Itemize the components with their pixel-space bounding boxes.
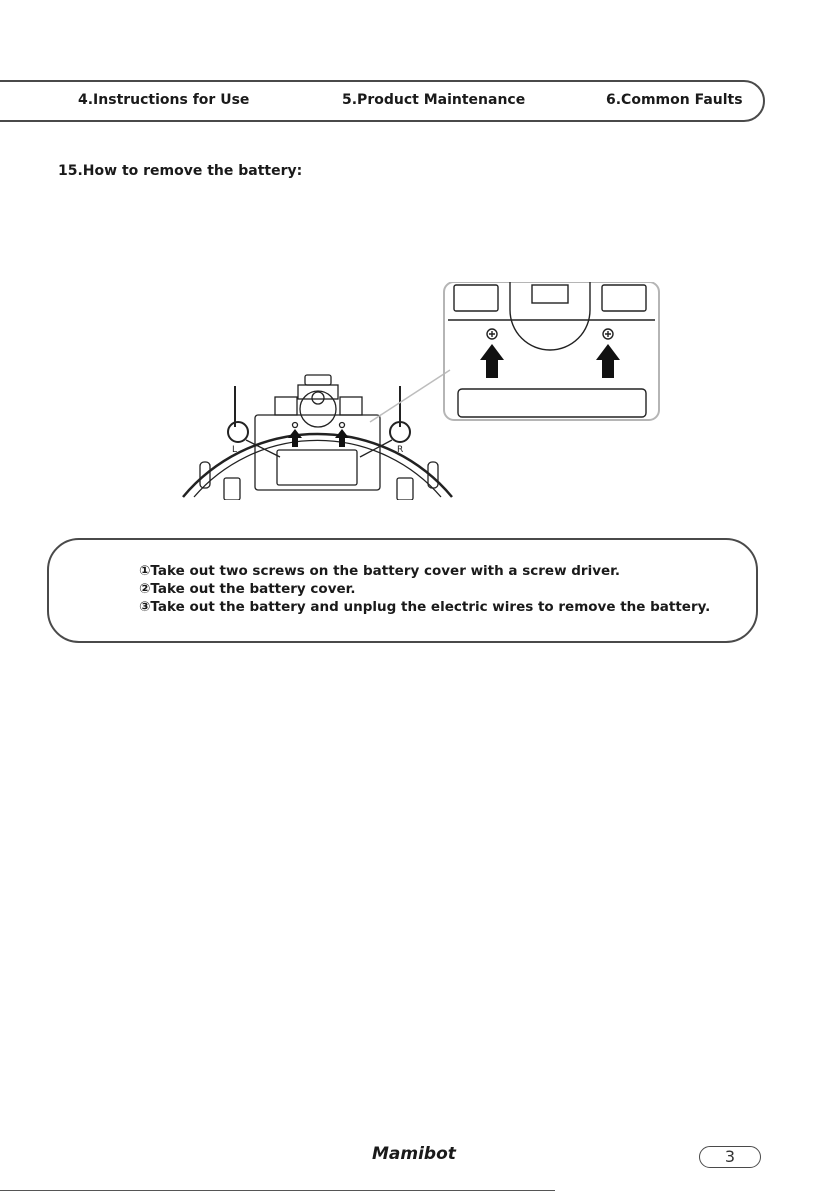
step-item: ②Take out the battery cover.: [139, 581, 356, 597]
steps-list: [139, 562, 710, 616]
page-number: 3: [699, 1146, 761, 1168]
steps-box: [47, 538, 758, 643]
left-brush-label: L: [232, 445, 238, 455]
bottom-rule: [0, 1190, 555, 1191]
right-brush-label: R: [397, 445, 404, 455]
small-arrow-icons: [288, 429, 349, 447]
battery-cover-closeup: [444, 282, 659, 420]
robot-underside-drawing: [183, 375, 452, 500]
battery-removal-illustration: [180, 282, 660, 500]
nav-item-instructions[interactable]: 4.Instructions for Use: [78, 92, 250, 108]
nav-item-maintenance[interactable]: 5.Product Maintenance: [342, 92, 526, 108]
brand-logo: Mamibot: [372, 1144, 456, 1164]
nav-item-common-faults[interactable]: 6.Common Faults: [606, 92, 743, 108]
section-title: 15.How to remove the battery:: [58, 163, 303, 179]
large-arrow-icons: [480, 344, 620, 378]
step-item: ①Take out two screws on the battery cover with a screw driver.: [139, 563, 621, 579]
step-item: ③Take out the battery and unplug the electric wires to remove the battery.: [139, 599, 711, 615]
